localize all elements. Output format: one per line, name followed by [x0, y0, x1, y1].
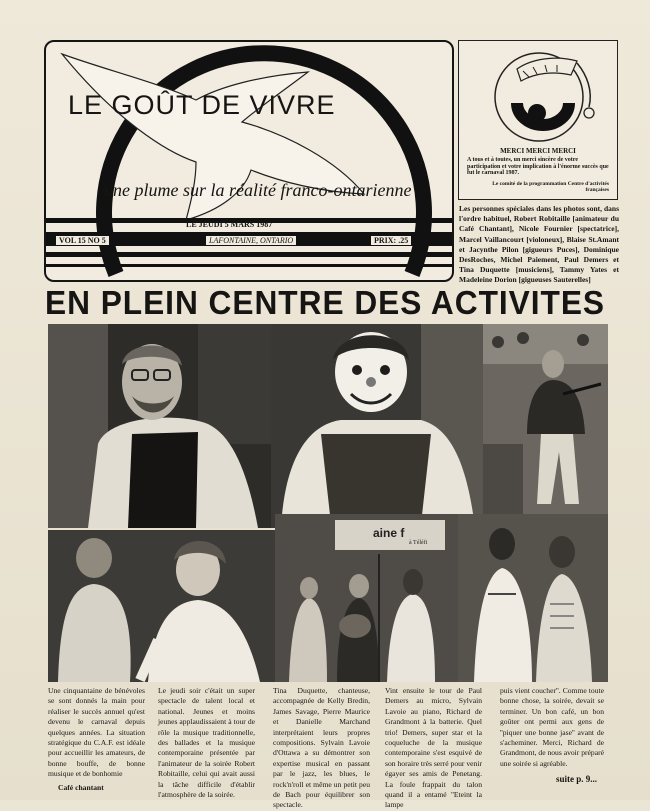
photo-musicians-stage: [275, 514, 458, 682]
photo-violinist: [483, 324, 608, 516]
stage-banner-text: aine f: [373, 526, 405, 540]
article-col4-text: Vint ensuite le tour de Paul Demers au micro, Sylvain Lavoie au piano, Richard de Grandmont à la batterie. Quel trio! Demers, super star et la coqueluche de la musique contemporaine s'est esquivé de son horaire très serré pour venir égayer ses amis de Penetang. La foule frappait du talon quand il a entamé ''Eteint la lampe: [385, 686, 482, 810]
article-col3-text: Tina Duquette, chanteuse, accompagnée de Kelly Bredin, James Savage, Pierre Maurice et Danielle Marchand interprétaient leurs propres compositions. Sylvain Lavoie d'Ottawa a su démontrer son expertise musical en passant par le jazz, les blues, le rock'n'roll et même un petit peu de Bach pour équilibrer son spectacle.: [273, 686, 370, 810]
stage-banner-subtext: à Téléfi: [409, 540, 428, 546]
article-column-4: [385, 686, 482, 811]
issue-volume: VOL 15 NO 5: [56, 236, 109, 245]
photo-robert-robitaille: [48, 324, 271, 528]
page-headline: EN PLEIN CENTRE DES ACTIVITES: [45, 284, 606, 321]
thank-you-signature: Le comité de la programmation Centre d'activités françaises: [492, 181, 609, 193]
carnival-logo-icon: [459, 41, 617, 147]
photo-credits: Les personnes spéciales dans les photos sont, dans l'ordre habituel, Robert Robitaille [animateur du Café Chantant], Nicole Fournier [spectatrice], Marcel Vaillancourt [violoneux], Blaise St.Amant et Jacynthe Pilon [gigueurs Puces], Dominique DesRoches, Michel Paiement, Paul Demers et Tina Duquette [musiciens], Tammy Yates et Madeleine Dorion [gigueuses Sauterelles]: [459, 204, 619, 285]
article-col1-text: Une cinquantaine de bénévoles se sont donnés la main pour réaliser le succès annuel qu'est devenu le carnaval depuis quelques années. La situation stratégique du C.A.F. est idéale pour accueillir les amateurs, de bonne bouffe, de bonne musique et de bonhomie: [48, 686, 145, 779]
photo-sauterelles-dancers: [458, 514, 608, 682]
thank-you-message: A tous et à toutes, un merci sincère de votre participation et votre implication à l'énorme succès que fut le carnaval 1987.: [467, 157, 609, 177]
article-column-5: [500, 686, 604, 769]
thank-you-title: MERCI MERCI MERCI: [500, 147, 576, 155]
photo-children-gigueurs: [48, 530, 275, 682]
continued-on-page: suite p. 9...: [556, 774, 598, 784]
article-column-1: [48, 686, 145, 793]
newspaper-title: LE GOÛT DE VIVRE: [68, 90, 336, 120]
masthead: [44, 40, 454, 282]
photo-clown-child: [271, 324, 483, 528]
issue-date: LE JEUDI 5 MARS 1987: [186, 220, 273, 229]
article-column-2: [158, 686, 255, 800]
article-subhead-cafe-chantant: Café chantant: [58, 782, 104, 792]
newspaper-tagline: une plume sur la réalité franco-ontarienne: [104, 180, 412, 200]
article-col2-text: Le jeudi soir c'était un super spectacle de talent local et national. Jeunes et moins jeunes applaudissaient à tour de rôle la musique traditionnelle, des ballades et la musique contemporaine présentée par l'animateur de la soirée Robert Robitaille, celui qui avait aussi la tâche difficile d'établir l'atmosphère de la soirée.: [158, 686, 255, 800]
thank-you-box: [458, 40, 618, 200]
issue-location: LAFONTAINE, ONTARIO: [206, 236, 296, 245]
article-col5-text: puis vient coucher''. Comme toute bonne chose, la soirée, devait se terminer. Un bon café, un bon goûter ont permi aux gens de ''piquer une bonne jase'' avant de s'acheminer. Merci, Richard de Grandmont, de nous avoir préparé une soirée si agréable.: [500, 686, 604, 768]
article-column-3: [273, 686, 370, 811]
issue-price: PRIX: .25: [371, 236, 411, 245]
